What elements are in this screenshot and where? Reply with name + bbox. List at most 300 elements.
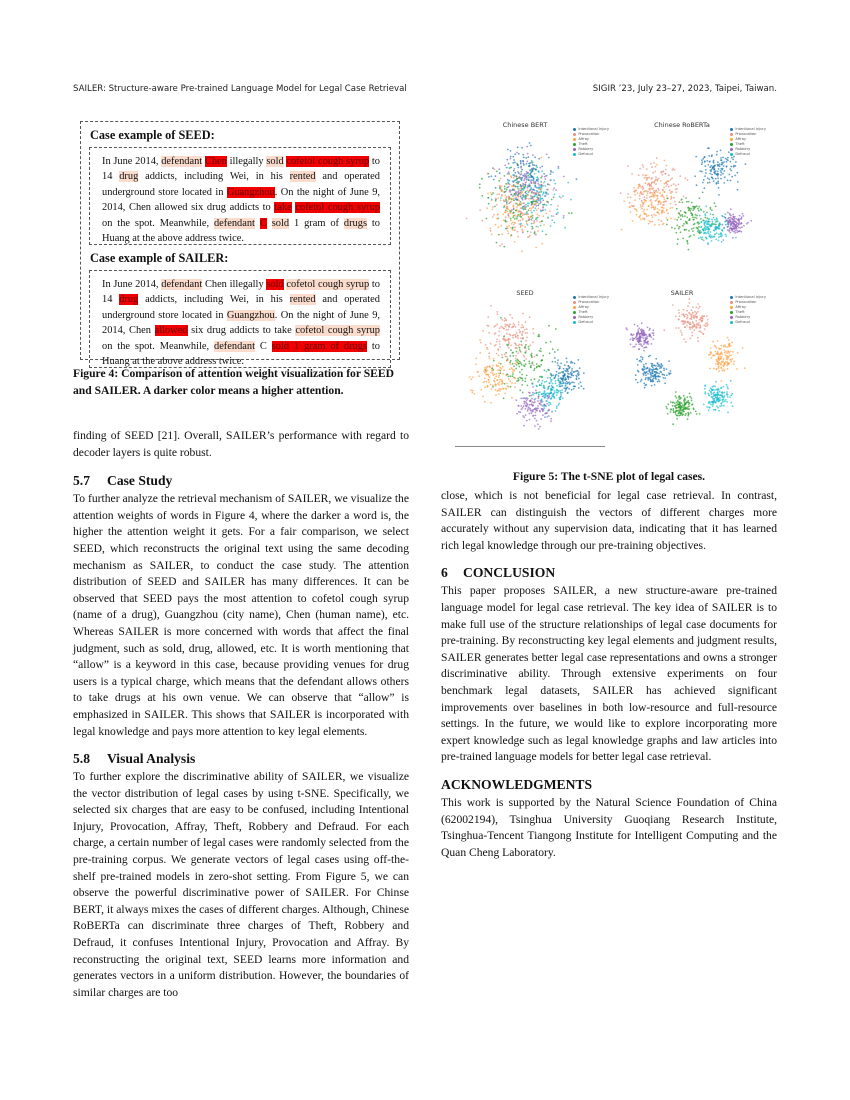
scatter-point <box>623 200 625 202</box>
scatter-point <box>547 387 549 389</box>
scatter-point <box>676 418 678 420</box>
scatter-point <box>539 196 541 198</box>
scatter-point <box>709 229 711 231</box>
scatter-point <box>717 165 719 167</box>
scatter-point <box>646 334 648 336</box>
scatter-point <box>548 409 550 411</box>
scatter-point <box>508 333 510 335</box>
scatter-point <box>504 317 506 319</box>
scatter-point <box>690 412 692 414</box>
scatter-point <box>681 332 683 334</box>
scatter-point <box>518 324 520 326</box>
scatter-point <box>646 346 648 348</box>
scatter-point <box>522 184 524 186</box>
highlighted-word: take <box>274 202 292 214</box>
scatter-point <box>742 213 744 215</box>
scatter-point <box>532 154 534 156</box>
scatter-point <box>729 168 731 170</box>
scatter-point <box>522 379 524 381</box>
scatter-point <box>706 325 708 327</box>
scatter-point <box>730 161 732 163</box>
scatter-point <box>534 207 536 209</box>
scatter-point <box>479 209 481 211</box>
scatter-point <box>701 163 703 165</box>
scatter-point <box>484 401 486 403</box>
scatter-point <box>710 237 712 239</box>
scatter-point <box>504 205 506 207</box>
scatter-point <box>654 371 656 373</box>
scatter-point <box>663 160 665 162</box>
scatter-point <box>728 220 730 222</box>
scatter-point <box>501 233 503 235</box>
scatter-point <box>554 357 556 359</box>
scatter-point <box>670 411 672 413</box>
scatter-point <box>538 188 540 190</box>
scatter-point <box>681 334 683 336</box>
scatter-point <box>650 163 652 165</box>
scatter-point <box>712 389 714 391</box>
scatter-point <box>518 329 520 331</box>
scatter-point <box>651 221 653 223</box>
scatter-point <box>469 376 471 378</box>
scatter-point <box>641 336 643 338</box>
scatter-point <box>642 164 644 166</box>
section-heading-5-8: 5.8 Visual Analysis <box>73 751 196 767</box>
scatter-point <box>704 165 706 167</box>
scatter-point <box>647 191 649 193</box>
legend-marker <box>730 143 733 146</box>
scatter-point <box>501 379 503 381</box>
scatter-point <box>529 142 531 144</box>
scatter-point <box>711 177 713 179</box>
scatter-point <box>530 231 532 233</box>
scatter-point <box>515 203 517 205</box>
scatter-point <box>673 183 675 185</box>
scatter-point <box>657 365 659 367</box>
scatter-point <box>492 216 494 218</box>
scatter-point <box>523 179 525 181</box>
scatter-point <box>723 346 725 348</box>
scatter-point <box>653 182 655 184</box>
scatter-point <box>686 325 688 327</box>
scatter-point <box>713 172 715 174</box>
scatter-point <box>744 367 746 369</box>
highlighted-word: allowed <box>154 325 188 337</box>
scatter-point <box>639 168 641 170</box>
scatter-point <box>662 170 664 172</box>
scatter-point <box>708 236 710 238</box>
scatter-point <box>734 232 736 234</box>
scatter-point <box>642 166 644 168</box>
scatter-point <box>516 364 518 366</box>
scatter-point <box>479 339 481 341</box>
scatter-point <box>580 381 582 383</box>
scatter-point <box>491 233 493 235</box>
scatter-point <box>555 328 557 330</box>
scatter-point <box>634 324 636 326</box>
scatter-point <box>513 377 515 379</box>
scatter-point <box>686 201 688 203</box>
scatter-point <box>470 379 472 381</box>
scatter-point <box>494 378 496 380</box>
highlighted-word: rented <box>289 294 316 306</box>
divider <box>455 446 605 447</box>
scatter-point <box>538 334 540 336</box>
scatter-point <box>741 222 743 224</box>
scatter-point <box>492 167 494 169</box>
scatter-point <box>676 404 678 406</box>
scatter-point <box>730 361 732 363</box>
scatter-point <box>525 181 527 183</box>
scatter-point <box>659 209 661 211</box>
scatter-point <box>513 369 515 371</box>
scatter-point <box>701 318 703 320</box>
scatter-point <box>704 391 706 393</box>
scatter-point <box>541 382 543 384</box>
scatter-point <box>534 393 536 395</box>
legend <box>730 127 766 157</box>
scatter-point <box>530 172 532 174</box>
scatter-point <box>528 392 530 394</box>
scatter-point <box>644 368 646 370</box>
scatter-point <box>530 379 532 381</box>
scatter-point <box>546 201 548 203</box>
scatter-point <box>678 404 680 406</box>
scatter-point <box>540 177 542 179</box>
panel-title: Chinese BERT <box>502 121 548 129</box>
highlighted-word: cofetol cough syrup <box>295 325 380 337</box>
scatter-point <box>567 382 569 384</box>
scatter-point <box>641 208 643 210</box>
scatter-point <box>513 365 515 367</box>
scatter-point <box>654 192 656 194</box>
scatter-point <box>653 380 655 382</box>
scatter-point <box>699 170 701 172</box>
scatter-point <box>532 215 534 217</box>
scatter-point <box>716 405 718 407</box>
scatter-point <box>704 160 706 162</box>
scatter-point <box>674 228 676 230</box>
legend-label: Defraud <box>735 320 750 324</box>
scatter-point <box>689 322 691 324</box>
scatter-point <box>507 227 509 229</box>
scatter-point <box>720 233 722 235</box>
scatter-point <box>691 309 693 311</box>
scatter-point <box>562 195 564 197</box>
scatter-point <box>737 352 739 354</box>
scatter-point <box>493 380 495 382</box>
scatter-point <box>500 317 502 319</box>
scatter-point <box>730 380 732 382</box>
scatter-point <box>665 201 667 203</box>
scatter-point <box>642 174 644 176</box>
scatter-point <box>643 366 645 368</box>
scatter-point <box>692 219 694 221</box>
figure-4 <box>80 121 400 368</box>
scatter-point <box>717 396 719 398</box>
scatter-point <box>695 156 697 158</box>
scatter-point <box>547 395 549 397</box>
scatter-point <box>676 397 678 399</box>
scatter-point <box>507 181 509 183</box>
scatter-point <box>500 225 502 227</box>
scatter-point <box>514 386 516 388</box>
scatter-point <box>527 224 529 226</box>
scatter-point <box>547 410 549 412</box>
scatter-point <box>495 175 497 177</box>
scatter-point <box>556 374 558 376</box>
scatter-point <box>733 227 735 229</box>
scatter-point <box>695 320 697 322</box>
scatter-point <box>497 390 499 392</box>
scatter-point <box>717 351 719 353</box>
scatter-point <box>703 333 705 335</box>
scatter-point <box>548 415 550 417</box>
scatter-point <box>498 355 500 357</box>
scatter-point <box>695 214 697 216</box>
scatter-point <box>704 217 706 219</box>
scatter-point <box>642 333 644 335</box>
scatter-point <box>525 191 527 193</box>
text-run: In June 2014, <box>102 279 162 290</box>
scatter-point <box>677 400 679 402</box>
scatter-point <box>548 404 550 406</box>
scatter-point <box>691 332 693 334</box>
scatter-point <box>512 180 514 182</box>
scatter-point <box>529 395 531 397</box>
scatter-point <box>644 190 646 192</box>
scatter-point <box>706 315 708 317</box>
scatter-point <box>736 172 738 174</box>
scatter-point <box>671 191 673 193</box>
scatter-point <box>510 158 512 160</box>
scatter-point <box>715 351 717 353</box>
scatter-point <box>704 388 706 390</box>
scatter-point <box>531 355 533 357</box>
scatter-point <box>569 383 571 385</box>
scatter-point <box>678 395 680 397</box>
scatter-point <box>551 411 553 413</box>
scatter-point <box>729 228 731 230</box>
scatter-point <box>578 378 580 380</box>
scatter-point <box>667 184 669 186</box>
scatter-point <box>564 374 566 376</box>
scatter-point <box>532 217 534 219</box>
scatter-point <box>718 410 720 412</box>
scatter-point <box>550 341 552 343</box>
scatter-point <box>672 402 674 404</box>
scatter-point <box>541 243 543 245</box>
scatter-point <box>659 376 661 378</box>
scatter-point <box>635 379 637 381</box>
scatter-point <box>523 175 525 177</box>
scatter-point <box>515 358 517 360</box>
scatter-point <box>546 204 548 206</box>
highlighted-word: cofetol cough syrup <box>286 279 370 290</box>
scatter-point <box>634 194 636 196</box>
scatter-point <box>670 217 672 219</box>
scatter-point <box>513 199 515 201</box>
scatter-point <box>516 206 518 208</box>
scatter-point <box>544 416 546 418</box>
right-column <box>441 488 777 861</box>
scatter-point <box>645 372 647 374</box>
scatter-point <box>521 212 523 214</box>
scatter-point <box>579 367 581 369</box>
scatter-point <box>723 358 725 360</box>
scatter-point <box>679 315 681 317</box>
scatter-point <box>678 228 680 230</box>
scatter-point <box>532 386 534 388</box>
scatter-point <box>644 196 646 198</box>
scatter-point <box>713 161 715 163</box>
scatter-point <box>571 370 573 372</box>
scatter-point <box>697 340 699 342</box>
scatter-point <box>728 339 730 341</box>
scatter-point <box>471 392 473 394</box>
scatter-point <box>716 154 718 156</box>
scatter-point <box>656 157 658 159</box>
scatter-point <box>531 212 533 214</box>
scatter-point <box>736 368 738 370</box>
scatter-point <box>500 189 502 191</box>
scatter-point <box>717 340 719 342</box>
scatter-point <box>683 400 685 402</box>
scatter-point <box>500 199 502 201</box>
scatter-point <box>558 403 560 405</box>
scatter-point <box>550 398 552 400</box>
scatter-point <box>540 198 542 200</box>
scatter-point <box>712 397 714 399</box>
scatter-point <box>750 220 752 222</box>
scatter-point <box>646 342 648 344</box>
scatter-point <box>474 393 476 395</box>
scatter-point <box>644 371 646 373</box>
scatter-point <box>723 386 725 388</box>
scatter-point <box>514 162 516 164</box>
scatter-point <box>621 229 623 231</box>
scatter-point <box>727 363 729 365</box>
scatter-point <box>502 388 504 390</box>
scatter-point <box>542 401 544 403</box>
scatter-point <box>557 212 559 214</box>
scatter-point <box>683 223 685 225</box>
legend <box>573 127 609 157</box>
scatter-point <box>515 192 517 194</box>
scatter-point <box>520 190 522 192</box>
scatter-point <box>536 363 538 365</box>
scatter-point <box>538 428 540 430</box>
scatter-point <box>558 368 560 370</box>
scatter-point <box>656 196 658 198</box>
scatter-point <box>707 177 709 179</box>
scatter-point <box>508 213 510 215</box>
scatter-point <box>702 158 704 160</box>
scatter-point <box>683 323 685 325</box>
scatter-point <box>655 166 657 168</box>
scatter-point <box>643 350 645 352</box>
scatter-point <box>699 231 701 233</box>
scatter-point <box>668 186 670 188</box>
scatter-point <box>733 363 735 365</box>
scatter-point <box>660 180 662 182</box>
text-run: to 14 <box>102 156 380 183</box>
scatter-point <box>725 361 727 363</box>
scatter-point <box>674 201 676 203</box>
scatter-point <box>480 342 482 344</box>
scatter-point <box>720 224 722 226</box>
scatter-point <box>687 179 689 181</box>
scatter-point <box>508 163 510 165</box>
scatter-point <box>496 242 498 244</box>
scatter-point <box>714 202 716 204</box>
scatter-point <box>656 199 658 201</box>
scatter-point <box>728 217 730 219</box>
scatter-point <box>711 169 713 171</box>
scatter-point <box>638 186 640 188</box>
scatter-point <box>510 201 512 203</box>
scatter-point <box>543 385 545 387</box>
scatter-point <box>701 226 703 228</box>
scatter-point <box>524 398 526 400</box>
scatter-point <box>488 356 490 358</box>
highlighted-word: Guangzhou <box>226 186 275 198</box>
legend-label: Intentional Injury <box>735 295 766 299</box>
scatter-point <box>657 362 659 364</box>
scatter-point <box>526 328 528 330</box>
scatter-point <box>653 195 655 197</box>
scatter-point <box>557 205 559 207</box>
scatter-point <box>727 357 729 359</box>
text-run: to 14 <box>102 279 381 306</box>
scatter-point <box>721 162 723 164</box>
scatter-point <box>718 365 720 367</box>
scatter-point <box>526 193 528 195</box>
scatter-point <box>641 202 643 204</box>
scatter-point <box>501 381 503 383</box>
scatter-point <box>726 359 728 361</box>
scatter-point <box>565 384 567 386</box>
scatter-point <box>532 392 534 394</box>
highlighted-word: drug <box>119 294 139 306</box>
scatter-point <box>651 166 653 168</box>
scatter-point <box>633 187 635 189</box>
legend-marker <box>573 148 576 151</box>
scatter-point <box>528 176 530 178</box>
scatter-point <box>651 202 653 204</box>
scatter-point <box>704 228 706 230</box>
scatter-point <box>552 189 554 191</box>
scatter-point <box>678 217 680 219</box>
scatter-point <box>542 380 544 382</box>
scatter-point <box>719 405 721 407</box>
scatter-point <box>719 348 721 350</box>
scatter-point <box>657 203 659 205</box>
scatter-point <box>658 224 660 226</box>
scatter-point <box>490 192 492 194</box>
scatter-point <box>527 219 529 221</box>
scatter-point <box>711 209 713 211</box>
scatter-point <box>690 208 692 210</box>
scatter-point <box>519 389 521 391</box>
scatter-point <box>534 401 536 403</box>
highlighted-word: defendant <box>161 279 203 290</box>
legend-entry <box>730 152 766 157</box>
scatter-point <box>567 392 569 394</box>
scatter-point <box>556 371 558 373</box>
scatter-point <box>515 368 517 370</box>
scatter-point <box>677 238 679 240</box>
